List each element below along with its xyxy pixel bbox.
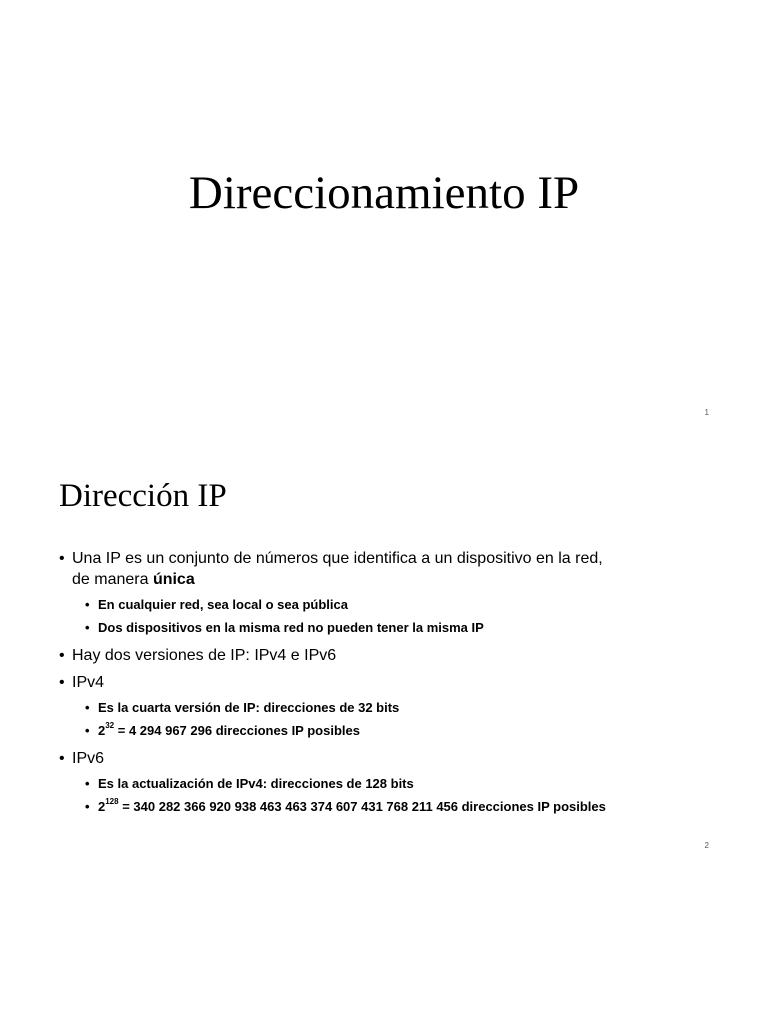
bullet-icon: • (85, 700, 90, 715)
formula-exponent: 32 (105, 721, 115, 730)
bullet-icon: • (85, 776, 90, 791)
list-item-text: Una IP es un conjunto de números que identifica a un dispositivo en la red, (72, 550, 603, 567)
list-item-text: IPv4 (72, 674, 105, 691)
sub-list-item (59, 696, 719, 719)
sub-list-item (59, 719, 719, 742)
emphasis-text: única (152, 571, 195, 588)
bullet-icon: • (59, 674, 65, 691)
bullet-icon: • (85, 723, 90, 738)
sub-list (59, 772, 719, 818)
sub-list-item (59, 795, 719, 818)
slide-title: Direccionamiento IP (188, 167, 580, 219)
sub-list-item-text: = 4 294 967 296 direcciones IP posibles (114, 723, 360, 738)
bullet-icon: • (85, 597, 90, 612)
sub-list-item (59, 772, 719, 795)
formula-base: 2 (98, 799, 106, 814)
bullet-icon: • (59, 550, 65, 567)
list-item (59, 548, 719, 590)
formula-base: 2 (98, 723, 106, 738)
bullet-icon: • (85, 620, 90, 635)
slide-number: 2 (704, 841, 709, 850)
slide-1 (0, 0, 768, 432)
list-item (59, 672, 719, 693)
sub-list-item (59, 616, 719, 639)
bullet-list (59, 548, 719, 818)
sub-list-item-text: = 340 282 366 920 938 463 463 374 607 431 768 211 456 direcciones IP posibles (118, 799, 606, 814)
list-item-text: Hay dos versiones de IP: IPv4 e IPv6 (72, 647, 337, 664)
bullet-icon: • (85, 799, 90, 814)
slide-title: Dirección IP (59, 478, 227, 514)
sub-list-item-text: Dos dispositivos en la misma red no pueden tener la misma IP (98, 620, 484, 635)
list-item (59, 748, 719, 769)
sub-list (59, 696, 719, 742)
list-item (59, 645, 719, 666)
sub-list (59, 593, 719, 639)
sub-list-item (59, 593, 719, 616)
bullet-icon: • (59, 647, 65, 664)
list-item-text: de manera (72, 571, 153, 588)
bullet-icon: • (59, 750, 65, 767)
slide-2 (0, 432, 768, 864)
slide-number: 1 (704, 408, 709, 417)
sub-list-item-text: En cualquier red, sea local o sea pública (98, 597, 348, 612)
formula-exponent: 128 (105, 797, 119, 806)
sub-list-item-text: Es la cuarta versión de IP: direcciones de 32 bits (98, 700, 400, 715)
list-item-text: IPv6 (72, 750, 105, 767)
sub-list-item-text: Es la actualización de IPv4: direcciones de 128 bits (98, 776, 414, 791)
